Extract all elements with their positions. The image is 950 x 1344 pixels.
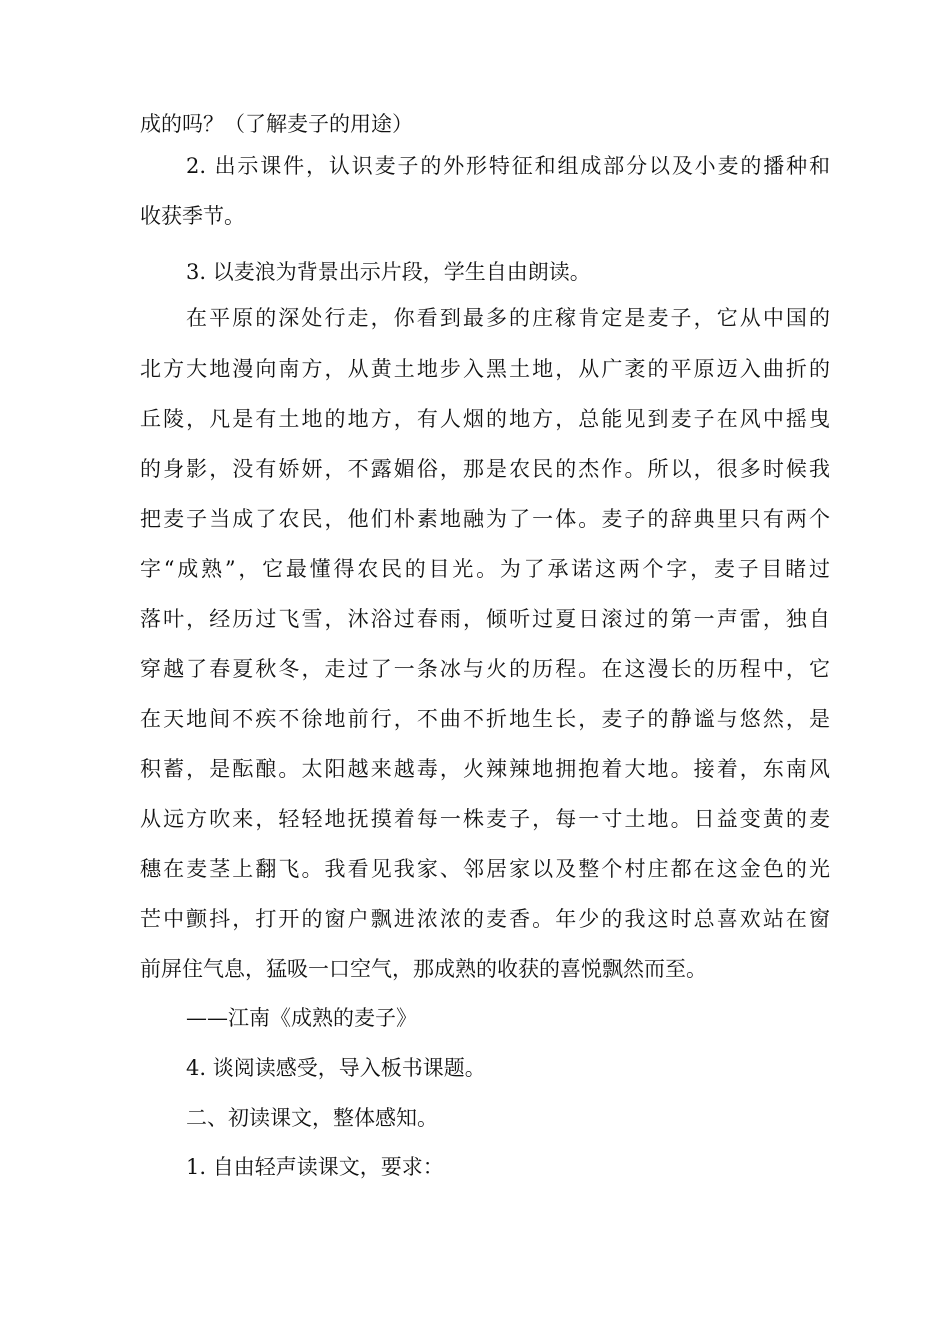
- list-item-1: 1. 自由轻声读课文，要求：: [186, 1155, 444, 1179]
- quote-line: 的身影，没有娇妍，不露媚俗，那是农民的杰作。所以，很多时候我: [140, 457, 830, 481]
- quote-line: 把麦子当成了农民，他们朴素地融为了一体。麦子的辞典里只有两个: [140, 507, 830, 531]
- quote-line: 在天地间不疾不徐地前行，不曲不折地生长，麦子的静谧与悠然，是: [140, 707, 830, 731]
- quote-line: 从远方吹来，轻轻地抚摸着每一株麦子，每一寸土地。日益变黄的麦: [140, 807, 830, 831]
- quote-line: 字“成熟”，它最懂得农民的目光。为了承诺这两个字，麦子目睹过: [140, 557, 830, 581]
- quote-line: 北方大地漫向南方，从黄土地步入黑土地，从广袤的平原迈入曲折的: [140, 357, 830, 381]
- quote-line: 积蓄，是酝酿。太阳越来越毒，火辣辣地拥抱着大地。接着，东南风: [140, 757, 830, 781]
- section-heading: 二、初读课文，整体感知。: [186, 1106, 438, 1130]
- list-item-3: 3. 以麦浪为背景出示片段，学生自由朗读。: [186, 260, 591, 284]
- quote-line: 在平原的深处行走，你看到最多的庄稼肯定是麦子，它从中国的: [186, 306, 830, 330]
- quote-attribution: ——江南《成熟的麦子》: [186, 1006, 417, 1030]
- text-line: 收获季节。: [140, 204, 245, 228]
- quote-line: 前屏住气息，猛吸一口空气，那成熟的收获的喜悦飘然而至。: [140, 957, 707, 981]
- quote-line: 穿越了春夏秋冬，走过了一条冰与火的历程。在这漫长的历程中，它: [140, 657, 830, 681]
- quote-line: 穗在麦茎上翻飞。我看见我家、邻居家以及整个村庄都在这金色的光: [140, 857, 830, 881]
- list-item-4: 4. 谈阅读感受，导入板书课题。: [186, 1056, 486, 1080]
- text-line: 成的吗？（了解麦子的用途）: [140, 112, 413, 136]
- quote-line: 芒中颤抖，打开的窗户飘进浓浓的麦香。年少的我这时总喜欢站在窗: [140, 907, 830, 931]
- list-item-2: 2. 出示课件，认识麦子的外形特征和组成部分以及小麦的播种和: [186, 154, 830, 178]
- quote-line: 落叶，经历过飞雪，沐浴过春雨，倾听过夏日滚过的第一声雷，独自: [140, 607, 830, 631]
- quote-line: 丘陵，凡是有土地的地方，有人烟的地方，总能见到麦子在风中摇曳: [140, 407, 830, 431]
